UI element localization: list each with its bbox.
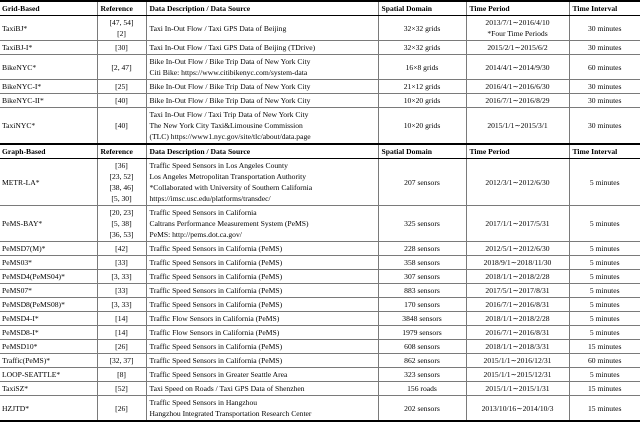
description-cell <box>146 55 378 80</box>
cell-line: [23, 52] <box>109 172 134 181</box>
dataset-name-cell: PeMSD4-I* <box>0 312 97 326</box>
description-cell <box>146 159 378 206</box>
spatial-domain-cell: 358 sensors <box>378 256 466 270</box>
spatial-domain-cell: 228 sensors <box>378 242 466 256</box>
description-cell <box>146 368 378 382</box>
description-cell <box>146 326 378 340</box>
cell-line: *Four Time Periods <box>487 29 548 38</box>
section-type-label: Grid-Based <box>0 1 97 16</box>
cell-line: [5, 38] <box>111 219 132 228</box>
dataset-row <box>0 94 640 108</box>
time-period-cell <box>466 284 569 298</box>
reference-cell <box>97 256 146 270</box>
spatial-domain-cell: 207 sensors <box>378 159 466 206</box>
reference-cell <box>97 94 146 108</box>
dataset-name-cell: TaxiNYC* <box>0 108 97 145</box>
section-type-label: Graph-Based <box>0 144 97 159</box>
reference-cell <box>97 16 146 41</box>
cell-line: Taxi Speed on Roads / Taxi GPS Data of Shenzhen <box>149 384 305 393</box>
time-interval-cell: 5 minutes <box>569 206 640 242</box>
cell-line: 2012/3/1∼2012/6/30 <box>485 177 550 187</box>
spatial-domain-cell: 307 sensors <box>378 270 466 284</box>
description-cell <box>146 340 378 354</box>
section-header-row <box>0 1 640 16</box>
dataset-name-cell: BikeNYC-II* <box>0 94 97 108</box>
cell-line: 2017/5/1∼2017/8/31 <box>485 286 550 295</box>
section-header-row <box>0 144 640 159</box>
column-header: Data Description / Data Source <box>146 144 378 159</box>
cell-line: Bike In-Out Flow / Bike Trip Data of New York City <box>149 96 311 105</box>
time-interval-cell: 30 minutes <box>569 41 640 55</box>
spatial-domain-cell: 32×32 grids <box>378 41 466 55</box>
column-header: Time Period <box>466 144 569 159</box>
cell-line: 2018/1/1∼2018/2/28 <box>485 272 550 281</box>
cell-line: 2014/4/1∼2014/9/30 <box>485 62 550 72</box>
time-interval-cell: 15 minutes <box>569 382 640 396</box>
description-cell <box>146 108 378 145</box>
time-period-cell <box>466 382 569 396</box>
column-header: Spatial Domain <box>378 1 466 16</box>
cell-line: Bike In-Out Flow / Bike Trip Data of New York City <box>149 82 311 91</box>
reference-cell <box>97 326 146 340</box>
dataset-row <box>0 159 640 206</box>
time-period-cell <box>466 256 569 270</box>
cell-line: Bike In-Out Flow / Bike Trip Data of New York City <box>149 57 311 66</box>
dataset-row <box>0 382 640 396</box>
cell-line: [8] <box>117 370 126 379</box>
reference-cell <box>97 340 146 354</box>
cell-line: Traffic Speed Sensors in California (PeMS) <box>149 356 283 365</box>
dataset-name-cell: BikeNYC* <box>0 55 97 80</box>
cell-line: Traffic Flow Sensors in California (PeMS) <box>149 328 280 337</box>
cell-line: [2] <box>117 29 126 38</box>
dataset-name-cell: PeMSD8(PeMS08)* <box>0 298 97 312</box>
cell-line: [26] <box>115 403 128 413</box>
dataset-row <box>0 80 640 94</box>
time-interval-cell: 5 minutes <box>569 242 640 256</box>
reference-cell <box>97 55 146 80</box>
cell-line: [20, 23] <box>109 208 134 217</box>
column-header: Time Interval <box>569 144 640 159</box>
time-period-cell <box>466 354 569 368</box>
cell-line: Traffic Speed Sensors in California (PeMS) <box>149 342 283 351</box>
time-interval-cell: 60 minutes <box>569 354 640 368</box>
time-period-cell <box>466 108 569 145</box>
spatial-domain-cell: 32×32 grids <box>378 16 466 41</box>
dataset-row <box>0 354 640 368</box>
dataset-name-cell: PeMSD8-I* <box>0 326 97 340</box>
time-period-cell <box>466 340 569 354</box>
reference-cell <box>97 396 146 422</box>
cell-line: [2, 47] <box>111 62 132 72</box>
time-period-cell <box>466 298 569 312</box>
cell-line: [32, 37] <box>109 356 134 365</box>
cell-line: 2016/7/1∼2016/8/29 <box>485 96 550 105</box>
dataset-name-cell: PeMS07* <box>0 284 97 298</box>
cell-line: [36] <box>115 161 128 170</box>
time-interval-cell: 5 minutes <box>569 298 640 312</box>
description-cell <box>146 256 378 270</box>
reference-cell <box>97 41 146 55</box>
reference-cell <box>97 382 146 396</box>
reference-cell <box>97 108 146 145</box>
cell-line: [47, 54] <box>109 18 134 27</box>
dataset-row <box>0 312 640 326</box>
spatial-domain-cell: 16×8 grids <box>378 55 466 80</box>
time-period-cell <box>466 55 569 80</box>
spatial-domain-cell: 156 roads <box>378 382 466 396</box>
cell-line: [40] <box>115 96 128 105</box>
time-interval-cell: 5 minutes <box>569 256 640 270</box>
cell-line: 2018/9/1∼2018/11/30 <box>483 258 552 267</box>
dataset-name-cell: PeMS-BAY* <box>0 206 97 242</box>
time-interval-cell: 5 minutes <box>569 312 640 326</box>
dataset-row <box>0 368 640 382</box>
cell-line: *Collaborated with University of Southern California <box>149 183 313 192</box>
cell-line: Taxi In-Out Flow / Taxi GPS Data of Beijing (TDrive) <box>149 43 316 52</box>
cell-line: 2015/1/1∼2015/1/31 <box>485 384 550 393</box>
dataset-row <box>0 284 640 298</box>
time-period-cell <box>466 326 569 340</box>
cell-line: Citi Bike: https://www.citibikenyc.com/system-data <box>149 68 308 77</box>
time-interval-cell: 30 minutes <box>569 80 640 94</box>
cell-line: 2015/2/1∼2015/6/2 <box>487 43 548 52</box>
dataset-name-cell: TaxiSZ* <box>0 382 97 396</box>
dataset-row <box>0 55 640 80</box>
spatial-domain-cell: 10×20 grids <box>378 108 466 145</box>
reference-cell <box>97 270 146 284</box>
cell-line: PeMS: http://pems.dot.ca.gov/ <box>149 230 242 239</box>
cell-line: Traffic Speed Sensors in California (PeMS) <box>149 286 283 295</box>
reference-cell <box>97 206 146 242</box>
time-interval-cell: 60 minutes <box>569 55 640 80</box>
description-cell <box>146 298 378 312</box>
time-period-cell <box>466 94 569 108</box>
cell-line: [52] <box>115 384 128 393</box>
cell-line: 2017/1/1∼2017/5/31 <box>485 219 550 228</box>
time-period-cell <box>466 206 569 242</box>
column-header: Time Interval <box>569 1 640 16</box>
time-period-cell <box>466 41 569 55</box>
dataset-name-cell: PeMS03* <box>0 256 97 270</box>
dataset-name-cell: PeMSD10* <box>0 340 97 354</box>
description-cell <box>146 382 378 396</box>
cell-line: 2015/1/1∼2016/12/31 <box>483 356 552 365</box>
dataset-row <box>0 256 640 270</box>
time-period-cell <box>466 396 569 422</box>
spatial-domain-cell: 170 sensors <box>378 298 466 312</box>
cell-line: 2012/5/1∼2012/6/30 <box>485 244 550 253</box>
table-body <box>0 1 640 421</box>
column-header: Time Period <box>466 1 569 16</box>
time-interval-cell: 30 minutes <box>569 108 640 145</box>
spatial-domain-cell: 608 sensors <box>378 340 466 354</box>
description-cell <box>146 80 378 94</box>
cell-line: Traffic Speed Sensors in California (PeMS) <box>149 244 283 253</box>
cell-line: 2018/1/1∼2018/3/31 <box>485 342 550 351</box>
description-cell <box>146 41 378 55</box>
spatial-domain-cell: 862 sensors <box>378 354 466 368</box>
time-interval-cell: 30 minutes <box>569 94 640 108</box>
spatial-domain-cell: 323 sensors <box>378 368 466 382</box>
spatial-domain-cell: 10×20 grids <box>378 94 466 108</box>
reference-cell <box>97 354 146 368</box>
cell-line: 2016/4/1∼2016/6/30 <box>485 82 550 91</box>
description-cell <box>146 94 378 108</box>
cell-line: Traffic Speed Sensors in Los Angeles County <box>149 161 288 170</box>
cell-line: Traffic Speed Sensors in California <box>149 208 257 217</box>
reference-cell <box>97 368 146 382</box>
dataset-name-cell: Traffic(PeMS)* <box>0 354 97 368</box>
cell-line: Caltrans Performance Measurement System (PeMS) <box>149 219 309 228</box>
reference-cell <box>97 312 146 326</box>
dataset-name-cell: TaxiBJ-I* <box>0 41 97 55</box>
time-period-cell <box>466 159 569 206</box>
reference-cell <box>97 242 146 256</box>
cell-line: 2018/1/1∼2018/2/28 <box>485 314 550 323</box>
time-interval-cell: 30 minutes <box>569 16 640 41</box>
cell-line: Traffic Speed Sensors in California (PeMS) <box>149 258 283 267</box>
dataset-name-cell: BikeNYC-I* <box>0 80 97 94</box>
description-cell <box>146 270 378 284</box>
time-period-cell <box>466 312 569 326</box>
time-period-cell <box>466 270 569 284</box>
cell-line: 2013/7/1∼2016/4/10 <box>485 18 550 27</box>
description-cell <box>146 284 378 298</box>
time-interval-cell: 5 minutes <box>569 159 640 206</box>
cell-line: [3, 33] <box>111 300 132 309</box>
description-cell <box>146 242 378 256</box>
dataset-row <box>0 298 640 312</box>
spatial-domain-cell: 21×12 grids <box>378 80 466 94</box>
cell-line: Traffic Speed Sensors in Greater Seattle Area <box>149 370 288 379</box>
cell-line: 2016/7/1∼2016/8/31 <box>485 300 550 309</box>
dataset-name-cell: LOOP-SEATTLE* <box>0 368 97 382</box>
cell-line: 2015/1/1∼2015/3/1 <box>487 121 548 130</box>
column-header: Data Description / Data Source <box>146 1 378 16</box>
cell-line: 2013/10/16∼2014/10/3 <box>481 403 554 413</box>
dataset-row <box>0 270 640 284</box>
cell-line: [14] <box>115 328 128 337</box>
cell-line: [33] <box>115 286 128 295</box>
dataset-row <box>0 242 640 256</box>
cell-line: 2016/7/1∼2016/8/31 <box>485 328 550 337</box>
dataset-row <box>0 396 640 422</box>
time-interval-cell: 5 minutes <box>569 368 640 382</box>
reference-cell <box>97 298 146 312</box>
cell-line: [26] <box>115 342 128 351</box>
time-interval-cell: 5 minutes <box>569 284 640 298</box>
cell-line: The New York City Taxi&Limousine Commission <box>149 121 303 130</box>
cell-line: Taxi In-Out Flow / Taxi GPS Data of Beijing <box>149 23 287 33</box>
reference-cell <box>97 159 146 206</box>
spatial-domain-cell: 883 sensors <box>378 284 466 298</box>
cell-line: Hangzhou Integrated Transportation Research Center <box>149 409 312 418</box>
dataset-name-cell: PeMSD7(M)* <box>0 242 97 256</box>
cell-line: [42] <box>115 244 128 253</box>
dataset-name-cell: METR-LA* <box>0 159 97 206</box>
dataset-row <box>0 108 640 145</box>
time-period-cell <box>466 16 569 41</box>
cell-line: [3, 33] <box>111 272 132 281</box>
time-interval-cell: 15 minutes <box>569 396 640 422</box>
cell-line: https://imsc.usc.edu/platforms/transdec/ <box>149 194 271 203</box>
description-cell <box>146 312 378 326</box>
cell-line: [5, 30] <box>111 194 132 203</box>
description-cell <box>146 354 378 368</box>
cell-line: 2015/1/1∼2015/12/31 <box>483 370 552 379</box>
cell-line: (TLC) https://www1.nyc.gov/site/tlc/about/data.page <box>149 132 311 141</box>
spatial-domain-cell: 325 sensors <box>378 206 466 242</box>
dataset-row <box>0 41 640 55</box>
dataset-name-cell: HZJTD* <box>0 396 97 422</box>
reference-cell <box>97 284 146 298</box>
description-cell <box>146 396 378 422</box>
dataset-name-cell: PeMSD4(PeMS04)* <box>0 270 97 284</box>
reference-cell <box>97 80 146 94</box>
cell-line: [14] <box>115 314 128 323</box>
cell-line: Traffic Speed Sensors in California (PeMS) <box>149 272 283 281</box>
description-cell <box>146 16 378 41</box>
cell-line: [25] <box>115 82 128 91</box>
cell-line: [33] <box>115 258 128 267</box>
dataset-row <box>0 326 640 340</box>
spatial-domain-cell: 1979 sensors <box>378 326 466 340</box>
cell-line: Traffic Speed Sensors in California (PeMS) <box>149 300 283 309</box>
time-interval-cell: 5 minutes <box>569 270 640 284</box>
cell-line: Traffic Speed Sensors in Hangzhou <box>149 398 258 407</box>
dataset-name-cell: TaxiBJ* <box>0 16 97 41</box>
time-interval-cell: 15 minutes <box>569 340 640 354</box>
cell-line: [38, 46] <box>109 183 134 192</box>
time-interval-cell: 5 minutes <box>569 326 640 340</box>
dataset-row <box>0 206 640 242</box>
cell-line: Taxi In-Out Flow / Taxi Trip Data of New York City <box>149 110 309 119</box>
time-period-cell <box>466 368 569 382</box>
time-period-cell <box>466 80 569 94</box>
dataset-row <box>0 16 640 41</box>
spatial-domain-cell: 3848 sensors <box>378 312 466 326</box>
column-header: Reference <box>97 144 146 159</box>
cell-line: [30] <box>115 43 128 52</box>
dataset-row <box>0 340 640 354</box>
cell-line: [36, 53] <box>109 230 134 239</box>
time-period-cell <box>466 242 569 256</box>
column-header: Reference <box>97 1 146 16</box>
cell-line: Traffic Flow Sensors in California (PeMS) <box>149 314 280 323</box>
column-header: Spatial Domain <box>378 144 466 159</box>
cell-line: Los Angeles Metropolitan Transportation Authority <box>149 172 307 181</box>
description-cell <box>146 206 378 242</box>
cell-line: [40] <box>115 121 128 130</box>
spatial-domain-cell: 202 sensors <box>378 396 466 422</box>
